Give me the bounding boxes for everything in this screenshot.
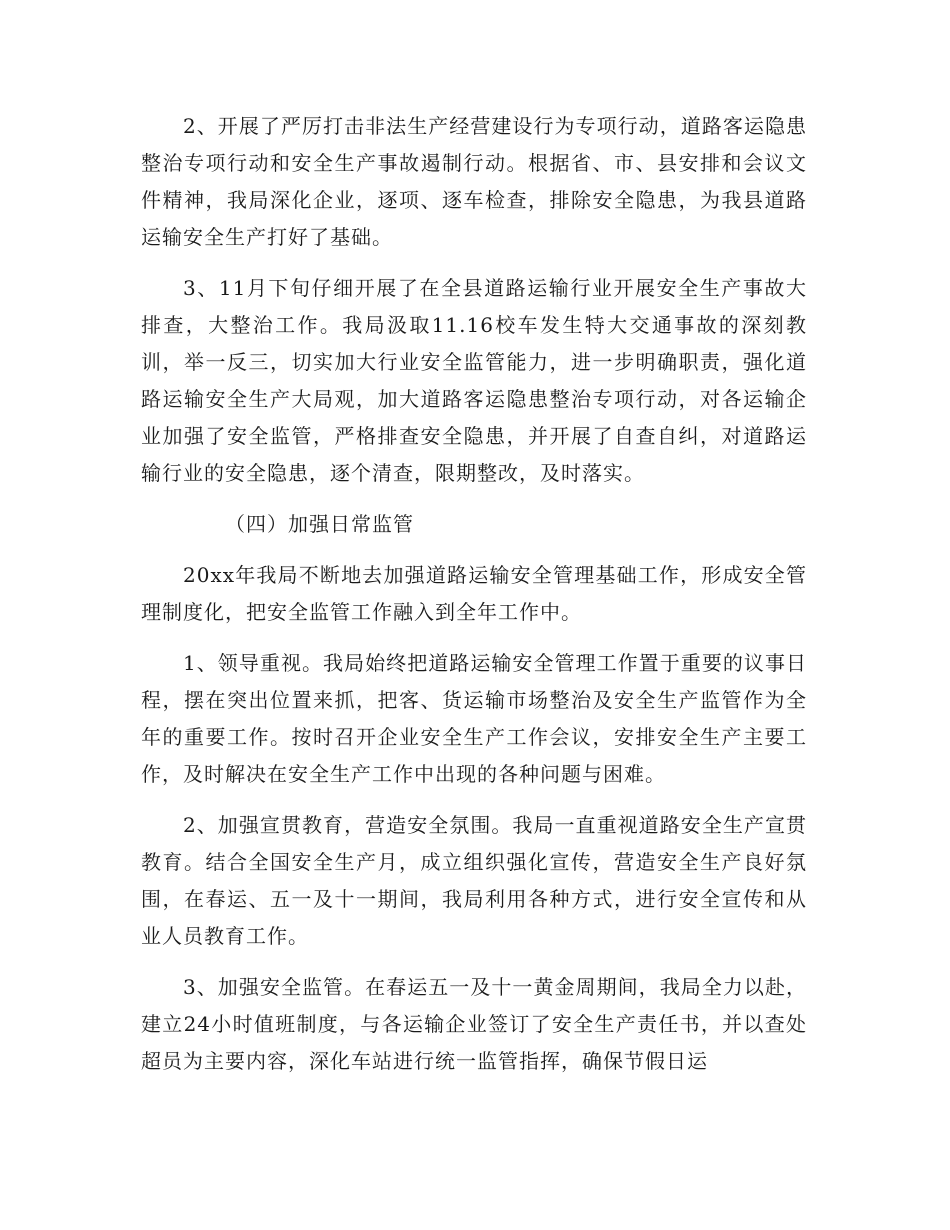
paragraph-item-2-special-action: 2、开展了严厉打击非法生产经营建设行为专项行动，道路客运隐患整治专项行动和安全生产事故遏制行动。根据省、市、县安排和会议文件精神，我局深化企业，逐项、逐车检查，排除安全隐患，为我县道路运输安全生产打好了基础。: [141, 114, 807, 249]
document-body: [141, 108, 807, 1094]
paragraph-item-3-supervision: 3、加强安全监管。在春运五一及十一黄金周期间，我局全力以赴，建立24小时值班制度，与各运输企业签订了安全生产责任书，并以查处超员为主要内容，深化车站进行统一监管指挥，确保节假日运: [141, 975, 807, 1073]
section-heading-daily-supervision: （四）加强日常监管: [225, 512, 414, 536]
paragraph-item-1-leadership: 1、领导重视。我局始终把道路运输安全管理工作置于重要的议事日程，摆在突出位置来抓，把客、货运输市场整治及安全生产监管作为全年的重要工作。按时召开企业安全生产工作会议，安排安全生产主要工作，及时解决在安全生产工作中出现的各种问题与困难。: [141, 651, 807, 786]
paragraph-item-2-education: 2、加强宣贯教育，营造安全氛围。我局一直重视道路安全生产宣贯教育。结合全国安全生产月，成立组织强化宣传，营造安全生产良好氛围，在春运、五一及十一期间，我局利用各种方式，进行安全宣传和从业人员教育工作。: [141, 813, 807, 948]
paragraph-intro-annual-work: 20xx年我局不断地去加强道路运输安全管理基础工作，形成安全管理制度化，把安全监管工作融入到全年工作中。: [141, 563, 807, 624]
paragraph-item-3-investigation: 3、11月下旬仔细开展了在全县道路运输行业开展安全生产事故大排查，大整治工作。我局汲取11.16校车发生特大交通事故的深刻教训，举一反三，切实加大行业安全监管能力，进一步明确职责，强化道路运输安全生产大局观，加大道路客运隐患整治专项行动，对各运输企业加强了安全监管，严格排查安全隐患，并开展了自查自纠，对道路运输行业的安全隐患，逐个清查，限期整改，及时落实。: [141, 276, 807, 485]
